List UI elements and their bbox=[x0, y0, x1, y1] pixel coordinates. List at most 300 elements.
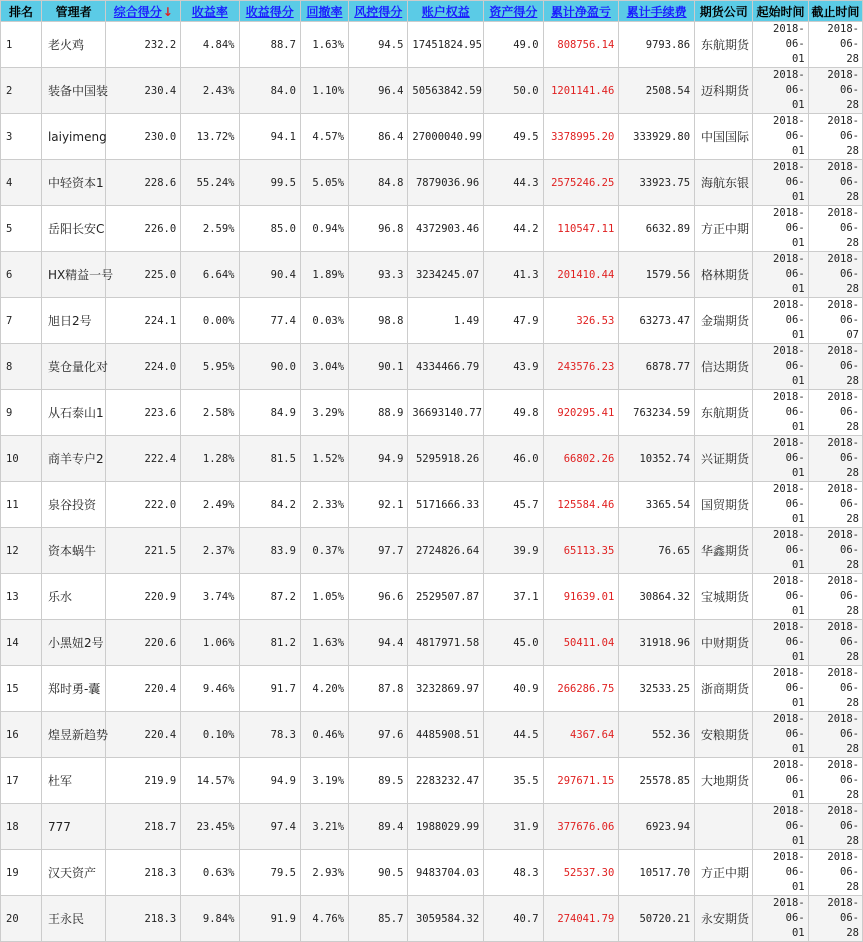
cum-fee-cell: 763234.59 bbox=[619, 390, 694, 435]
cum-fee-cell: 6878.77 bbox=[619, 344, 694, 389]
start-date-cell-line1: 2018-06- bbox=[773, 437, 805, 464]
total-score-cell: 218.7 bbox=[106, 804, 180, 849]
manager-cell[interactable]: 煌昱新趋势 bbox=[42, 712, 105, 757]
total-score-cell: 224.1 bbox=[106, 298, 180, 343]
manager-cell[interactable]: 乐水 bbox=[42, 574, 105, 619]
drawdown-cell: 1.63% bbox=[301, 620, 348, 665]
rank-cell: 2 bbox=[1, 68, 41, 113]
return-rate-cell: 1.28% bbox=[181, 436, 238, 481]
manager-cell[interactable]: 旭日2号 bbox=[42, 298, 105, 343]
drawdown-cell: 4.20% bbox=[301, 666, 348, 711]
end-date-cell-line2: 07 bbox=[846, 329, 859, 341]
risk-score-cell: 93.3 bbox=[349, 252, 407, 297]
header-start: 起始时间 bbox=[753, 1, 807, 21]
total-score-cell: 225.0 bbox=[106, 252, 180, 297]
cum-fee-cell: 3365.54 bbox=[619, 482, 694, 527]
total-score-cell: 230.0 bbox=[106, 114, 180, 159]
cum-profit-cell: 3378995.20 bbox=[544, 114, 619, 159]
cum-fee-cell: 6923.94 bbox=[619, 804, 694, 849]
equity-cell: 9483704.03 bbox=[408, 850, 483, 895]
end-date-cell-line1: 2018-06- bbox=[827, 667, 859, 694]
end-date-cell bbox=[809, 620, 862, 665]
risk-score-cell: 86.4 bbox=[349, 114, 407, 159]
rank-cell: 3 bbox=[1, 114, 41, 159]
asset-score-cell: 40.7 bbox=[484, 896, 542, 941]
rank-cell: 15 bbox=[1, 666, 41, 711]
table-row bbox=[1, 344, 862, 389]
company-cell: 方正中期 bbox=[695, 850, 752, 895]
return-score-cell: 81.5 bbox=[240, 436, 300, 481]
cum-profit-cell: 66802.26 bbox=[544, 436, 619, 481]
cum-fee-cell: 25578.85 bbox=[619, 758, 694, 803]
ranking-rows bbox=[1, 22, 862, 941]
manager-cell[interactable]: 杜军 bbox=[42, 758, 105, 803]
risk-score-cell: 94.4 bbox=[349, 620, 407, 665]
start-date-cell-line1: 2018-06- bbox=[773, 115, 805, 142]
manager-cell[interactable]: 莫仓量化对 bbox=[42, 344, 105, 389]
return-score-cell: 87.2 bbox=[240, 574, 300, 619]
sort-drawdown[interactable]: 回撤率 bbox=[301, 1, 348, 21]
drawdown-cell: 3.29% bbox=[301, 390, 348, 435]
sort-risk-score[interactable]: 风控得分 bbox=[349, 1, 407, 21]
asset-score-cell: 44.5 bbox=[484, 712, 542, 757]
cum-profit-cell: 91639.01 bbox=[544, 574, 619, 619]
end-date-cell-line2: 28 bbox=[846, 99, 859, 111]
manager-cell[interactable]: 郑时勇-囊 bbox=[42, 666, 105, 711]
company-cell: 中国国际 bbox=[695, 114, 752, 159]
total-score-cell: 218.3 bbox=[106, 850, 180, 895]
total-score-cell: 222.4 bbox=[106, 436, 180, 481]
risk-score-cell: 85.7 bbox=[349, 896, 407, 941]
sort-desc-arrow-icon: ↓ bbox=[162, 4, 173, 19]
cum-fee-cell: 1579.56 bbox=[619, 252, 694, 297]
drawdown-cell: 0.46% bbox=[301, 712, 348, 757]
total-score-cell: 220.4 bbox=[106, 712, 180, 757]
cum-fee-cell: 32533.25 bbox=[619, 666, 694, 711]
start-date-cell-line1: 2018-06- bbox=[773, 483, 805, 510]
risk-score-cell: 87.8 bbox=[349, 666, 407, 711]
sort-return-rate[interactable]: 收益率 bbox=[181, 1, 238, 21]
rank-cell: 5 bbox=[1, 206, 41, 251]
equity-cell: 17451824.95 bbox=[408, 22, 483, 67]
equity-cell: 3059584.32 bbox=[408, 896, 483, 941]
equity-cell: 4485908.51 bbox=[408, 712, 483, 757]
end-date-cell-line1: 2018-06- bbox=[827, 23, 859, 50]
return-score-cell: 90.0 bbox=[240, 344, 300, 389]
cum-fee-cell: 63273.47 bbox=[619, 298, 694, 343]
start-date-cell-line2: 01 bbox=[791, 789, 805, 801]
end-date-cell-line2: 28 bbox=[846, 237, 859, 249]
company-cell: 迈科期货 bbox=[695, 68, 752, 113]
manager-cell[interactable]: 从石泰山1 bbox=[42, 390, 105, 435]
drawdown-cell: 4.76% bbox=[301, 896, 348, 941]
header-manager: 管理者 bbox=[42, 1, 105, 21]
rank-cell: 17 bbox=[1, 758, 41, 803]
cum-profit-cell: 808756.14 bbox=[544, 22, 619, 67]
risk-score-cell: 90.5 bbox=[349, 850, 407, 895]
end-date-cell-line2: 28 bbox=[846, 145, 859, 157]
return-score-cell: 79.5 bbox=[240, 850, 300, 895]
drawdown-cell: 3.19% bbox=[301, 758, 348, 803]
drawdown-cell: 3.21% bbox=[301, 804, 348, 849]
drawdown-cell: 1.89% bbox=[301, 252, 348, 297]
equity-cell: 4372903.46 bbox=[408, 206, 483, 251]
end-date-cell-line1: 2018-06- bbox=[827, 69, 859, 96]
end-date-cell bbox=[809, 712, 862, 757]
equity-cell: 1.49 bbox=[408, 298, 483, 343]
cum-fee-cell: 9793.86 bbox=[619, 22, 694, 67]
return-score-cell: 83.9 bbox=[240, 528, 300, 573]
table-row bbox=[1, 482, 862, 527]
start-date-cell bbox=[753, 252, 807, 297]
end-date-cell bbox=[809, 114, 862, 159]
table-row bbox=[1, 804, 862, 849]
start-date-cell-line2: 01 bbox=[791, 927, 805, 939]
cum-profit-cell: 243576.23 bbox=[544, 344, 619, 389]
equity-cell: 3234245.07 bbox=[408, 252, 483, 297]
end-date-cell bbox=[809, 758, 862, 803]
return-score-cell: 97.4 bbox=[240, 804, 300, 849]
drawdown-cell: 0.03% bbox=[301, 298, 348, 343]
total-score-cell: 220.6 bbox=[106, 620, 180, 665]
return-rate-cell: 23.45% bbox=[181, 804, 238, 849]
drawdown-cell: 1.10% bbox=[301, 68, 348, 113]
end-date-cell-line2: 28 bbox=[846, 789, 859, 801]
sort-equity[interactable]: 账户权益 bbox=[408, 1, 483, 21]
asset-score-cell: 41.3 bbox=[484, 252, 542, 297]
rank-cell: 1 bbox=[1, 22, 41, 67]
start-date-cell bbox=[753, 298, 807, 343]
sort-asset-score[interactable]: 资产得分 bbox=[484, 1, 542, 21]
start-date-cell-line2: 01 bbox=[791, 99, 805, 111]
return-rate-cell: 2.43% bbox=[181, 68, 238, 113]
return-rate-cell: 0.00% bbox=[181, 298, 238, 343]
header-end: 截止时间 bbox=[809, 1, 862, 21]
asset-score-cell: 50.0 bbox=[484, 68, 542, 113]
manager-cell[interactable]: 777 bbox=[42, 804, 105, 849]
return-rate-cell: 9.46% bbox=[181, 666, 238, 711]
rank-cell: 7 bbox=[1, 298, 41, 343]
company-cell: 安粮期货 bbox=[695, 712, 752, 757]
start-date-cell bbox=[753, 114, 807, 159]
end-date-cell-line1: 2018-06- bbox=[827, 115, 859, 142]
table-row bbox=[1, 252, 862, 297]
start-date-cell-line1: 2018-06- bbox=[773, 253, 805, 280]
company-cell: 金瑞期货 bbox=[695, 298, 752, 343]
start-date-cell-line2: 01 bbox=[791, 513, 805, 525]
sort-return-score[interactable]: 收益得分 bbox=[240, 1, 300, 21]
sort-cum-fee[interactable]: 累计手续费 bbox=[619, 1, 694, 21]
risk-score-cell: 98.8 bbox=[349, 298, 407, 343]
manager-cell[interactable]: 装备中国装 bbox=[42, 68, 105, 113]
cum-fee-cell: 30864.32 bbox=[619, 574, 694, 619]
start-date-cell-line2: 01 bbox=[791, 283, 805, 295]
risk-score-cell: 96.4 bbox=[349, 68, 407, 113]
company-cell: 东航期货 bbox=[695, 390, 752, 435]
total-score-cell: 228.6 bbox=[106, 160, 180, 205]
start-date-cell bbox=[753, 206, 807, 251]
end-date-cell bbox=[809, 528, 862, 573]
end-date-cell-line2: 28 bbox=[846, 421, 859, 433]
return-score-cell: 77.4 bbox=[240, 298, 300, 343]
cum-fee-cell: 2508.54 bbox=[619, 68, 694, 113]
end-date-cell-line1: 2018-06- bbox=[827, 437, 859, 464]
manager-cell[interactable]: 岳阳长安C bbox=[42, 206, 105, 251]
return-score-cell: 91.9 bbox=[240, 896, 300, 941]
end-date-cell-line1: 2018-06- bbox=[827, 207, 859, 234]
return-rate-cell: 2.37% bbox=[181, 528, 238, 573]
risk-score-cell: 89.4 bbox=[349, 804, 407, 849]
manager-cell[interactable]: 小黑妞2号 bbox=[42, 620, 105, 665]
asset-score-cell: 47.9 bbox=[484, 298, 542, 343]
cum-profit-cell: 125584.46 bbox=[544, 482, 619, 527]
table-row bbox=[1, 298, 862, 343]
risk-score-cell: 96.6 bbox=[349, 574, 407, 619]
rank-cell: 6 bbox=[1, 252, 41, 297]
cum-fee-cell: 31918.96 bbox=[619, 620, 694, 665]
end-date-cell-line2: 28 bbox=[846, 881, 859, 893]
table-row bbox=[1, 22, 862, 67]
start-date-cell-line2: 01 bbox=[791, 421, 805, 433]
return-rate-cell: 4.84% bbox=[181, 22, 238, 67]
equity-cell: 3232869.97 bbox=[408, 666, 483, 711]
rank-cell: 12 bbox=[1, 528, 41, 573]
start-date-cell-line2: 01 bbox=[791, 467, 805, 479]
rank-cell: 8 bbox=[1, 344, 41, 389]
total-score-cell: 226.0 bbox=[106, 206, 180, 251]
end-date-cell bbox=[809, 896, 862, 941]
asset-score-cell: 31.9 bbox=[484, 804, 542, 849]
sort-cum-profit[interactable]: 累计净盈亏 bbox=[544, 1, 619, 21]
return-rate-cell: 14.57% bbox=[181, 758, 238, 803]
return-score-cell: 81.2 bbox=[240, 620, 300, 665]
return-rate-cell: 6.64% bbox=[181, 252, 238, 297]
header-company: 期货公司 bbox=[695, 1, 752, 21]
return-score-cell: 84.9 bbox=[240, 390, 300, 435]
table-row bbox=[1, 758, 862, 803]
drawdown-cell: 1.52% bbox=[301, 436, 348, 481]
drawdown-cell: 2.33% bbox=[301, 482, 348, 527]
cum-profit-cell: 201410.44 bbox=[544, 252, 619, 297]
company-cell bbox=[695, 804, 752, 849]
start-date-cell-line2: 01 bbox=[791, 881, 805, 893]
table-row bbox=[1, 114, 862, 159]
equity-cell: 36693140.77 bbox=[408, 390, 483, 435]
start-date-cell-line1: 2018-06- bbox=[773, 529, 805, 556]
cum-profit-cell: 920295.41 bbox=[544, 390, 619, 435]
return-rate-cell: 5.95% bbox=[181, 344, 238, 389]
manager-cell[interactable]: 中轻资本1 bbox=[42, 160, 105, 205]
cum-profit-cell: 274041.79 bbox=[544, 896, 619, 941]
table-row bbox=[1, 390, 862, 435]
start-date-cell bbox=[753, 160, 807, 205]
end-date-cell-line1: 2018-06- bbox=[827, 621, 859, 648]
return-rate-cell: 3.74% bbox=[181, 574, 238, 619]
return-score-cell: 90.4 bbox=[240, 252, 300, 297]
end-date-cell-line1: 2018-06- bbox=[827, 253, 859, 280]
company-cell: 东航期货 bbox=[695, 22, 752, 67]
return-score-cell: 84.2 bbox=[240, 482, 300, 527]
end-date-cell-line1: 2018-06- bbox=[827, 299, 859, 326]
cum-fee-cell: 10517.70 bbox=[619, 850, 694, 895]
end-date-cell-line1: 2018-06- bbox=[827, 897, 859, 924]
drawdown-cell: 5.05% bbox=[301, 160, 348, 205]
return-score-cell: 85.0 bbox=[240, 206, 300, 251]
header-rank: 排名 bbox=[1, 1, 41, 21]
manager-cell[interactable]: 王永民 bbox=[42, 896, 105, 941]
equity-cell: 5295918.26 bbox=[408, 436, 483, 481]
manager-cell[interactable]: 资本蜗牛 bbox=[42, 528, 105, 573]
return-score-cell: 94.1 bbox=[240, 114, 300, 159]
start-date-cell bbox=[753, 68, 807, 113]
asset-score-cell: 39.9 bbox=[484, 528, 542, 573]
cum-fee-cell: 6632.89 bbox=[619, 206, 694, 251]
end-date-cell-line1: 2018-06- bbox=[827, 345, 859, 372]
end-date-cell bbox=[809, 390, 862, 435]
asset-score-cell: 35.5 bbox=[484, 758, 542, 803]
end-date-cell-line1: 2018-06- bbox=[827, 805, 859, 832]
table-row bbox=[1, 712, 862, 757]
start-date-cell bbox=[753, 22, 807, 67]
return-score-cell: 78.3 bbox=[240, 712, 300, 757]
equity-cell: 2283232.47 bbox=[408, 758, 483, 803]
start-date-cell-line2: 01 bbox=[791, 145, 805, 157]
return-rate-cell: 2.58% bbox=[181, 390, 238, 435]
start-date-cell bbox=[753, 620, 807, 665]
start-date-cell-line2: 01 bbox=[791, 559, 805, 571]
manager-cell[interactable]: 商羊专户2 bbox=[42, 436, 105, 481]
start-date-cell-line1: 2018-06- bbox=[773, 161, 805, 188]
risk-score-cell: 97.6 bbox=[349, 712, 407, 757]
end-date-cell-line1: 2018-06- bbox=[827, 851, 859, 878]
table-row bbox=[1, 850, 862, 895]
end-date-cell bbox=[809, 436, 862, 481]
cum-profit-cell: 297671.15 bbox=[544, 758, 619, 803]
end-date-cell-line2: 28 bbox=[846, 283, 859, 295]
risk-score-cell: 97.7 bbox=[349, 528, 407, 573]
start-date-cell bbox=[753, 574, 807, 619]
start-date-cell-line1: 2018-06- bbox=[773, 391, 805, 418]
end-date-cell bbox=[809, 804, 862, 849]
cum-profit-cell: 326.53 bbox=[544, 298, 619, 343]
asset-score-cell: 49.5 bbox=[484, 114, 542, 159]
total-score-cell: 222.0 bbox=[106, 482, 180, 527]
cum-profit-cell: 110547.11 bbox=[544, 206, 619, 251]
end-date-cell-line2: 28 bbox=[846, 835, 859, 847]
start-date-cell bbox=[753, 850, 807, 895]
start-date-cell-line2: 01 bbox=[791, 605, 805, 617]
manager-cell[interactable]: HX精益一号 bbox=[42, 252, 105, 297]
start-date-cell-line1: 2018-06- bbox=[773, 621, 805, 648]
end-date-cell bbox=[809, 666, 862, 711]
cum-fee-cell: 10352.74 bbox=[619, 436, 694, 481]
equity-cell: 4334466.79 bbox=[408, 344, 483, 389]
rank-cell: 16 bbox=[1, 712, 41, 757]
asset-score-cell: 49.8 bbox=[484, 390, 542, 435]
asset-score-cell: 37.1 bbox=[484, 574, 542, 619]
cum-profit-cell: 65113.35 bbox=[544, 528, 619, 573]
risk-score-cell: 92.1 bbox=[349, 482, 407, 527]
drawdown-cell: 3.04% bbox=[301, 344, 348, 389]
cum-profit-cell: 377676.06 bbox=[544, 804, 619, 849]
company-cell: 兴证期货 bbox=[695, 436, 752, 481]
company-cell: 海航东银 bbox=[695, 160, 752, 205]
total-score-cell: 218.3 bbox=[106, 896, 180, 941]
risk-score-cell: 94.9 bbox=[349, 436, 407, 481]
risk-score-cell: 94.5 bbox=[349, 22, 407, 67]
start-date-cell bbox=[753, 896, 807, 941]
start-date-cell-line1: 2018-06- bbox=[773, 667, 805, 694]
end-date-cell-line2: 28 bbox=[846, 697, 859, 709]
equity-cell: 4817971.58 bbox=[408, 620, 483, 665]
manager-cell[interactable]: laiyimeng bbox=[42, 114, 105, 159]
equity-cell: 5171666.33 bbox=[408, 482, 483, 527]
company-cell: 华鑫期货 bbox=[695, 528, 752, 573]
asset-score-cell: 48.3 bbox=[484, 850, 542, 895]
asset-score-cell: 45.0 bbox=[484, 620, 542, 665]
start-date-cell-line1: 2018-06- bbox=[773, 575, 805, 602]
manager-cell[interactable]: 泉谷投资 bbox=[42, 482, 105, 527]
return-rate-cell: 13.72% bbox=[181, 114, 238, 159]
cum-profit-cell: 52537.30 bbox=[544, 850, 619, 895]
company-cell: 国贸期货 bbox=[695, 482, 752, 527]
end-date-cell-line2: 28 bbox=[846, 605, 859, 617]
rank-cell: 18 bbox=[1, 804, 41, 849]
manager-cell[interactable]: 汉天资产 bbox=[42, 850, 105, 895]
start-date-cell bbox=[753, 666, 807, 711]
start-date-cell-line2: 01 bbox=[791, 651, 805, 663]
start-date-cell bbox=[753, 712, 807, 757]
company-cell: 格林期货 bbox=[695, 252, 752, 297]
sort-total-score[interactable] bbox=[106, 1, 180, 21]
asset-score-cell: 44.3 bbox=[484, 160, 542, 205]
start-date-cell-line2: 01 bbox=[791, 697, 805, 709]
drawdown-cell: 4.57% bbox=[301, 114, 348, 159]
cum-fee-cell: 76.65 bbox=[619, 528, 694, 573]
return-score-cell: 88.7 bbox=[240, 22, 300, 67]
start-date-cell-line2: 01 bbox=[791, 743, 805, 755]
start-date-cell-line1: 2018-06- bbox=[773, 23, 805, 50]
cum-profit-cell: 1201141.46 bbox=[544, 68, 619, 113]
start-date-cell bbox=[753, 344, 807, 389]
end-date-cell-line2: 28 bbox=[846, 927, 859, 939]
rank-cell: 20 bbox=[1, 896, 41, 941]
drawdown-cell: 0.37% bbox=[301, 528, 348, 573]
rank-cell: 10 bbox=[1, 436, 41, 481]
table-row bbox=[1, 206, 862, 251]
equity-cell: 2529507.87 bbox=[408, 574, 483, 619]
rank-cell: 14 bbox=[1, 620, 41, 665]
cum-profit-cell: 4367.64 bbox=[544, 712, 619, 757]
company-cell: 大地期货 bbox=[695, 758, 752, 803]
cum-fee-cell: 50720.21 bbox=[619, 896, 694, 941]
total-score-cell: 230.4 bbox=[106, 68, 180, 113]
start-date-cell-line1: 2018-06- bbox=[773, 759, 805, 786]
equity-cell: 7879036.96 bbox=[408, 160, 483, 205]
start-date-cell-line1: 2018-06- bbox=[773, 207, 805, 234]
drawdown-cell: 1.05% bbox=[301, 574, 348, 619]
end-date-cell-line2: 28 bbox=[846, 559, 859, 571]
start-date-cell bbox=[753, 804, 807, 849]
start-date-cell-line1: 2018-06- bbox=[773, 805, 805, 832]
end-date-cell-line2: 28 bbox=[846, 375, 859, 387]
drawdown-cell: 2.93% bbox=[301, 850, 348, 895]
start-date-cell bbox=[753, 528, 807, 573]
return-score-cell: 84.0 bbox=[240, 68, 300, 113]
end-date-cell-line2: 28 bbox=[846, 53, 859, 65]
manager-cell[interactable]: 老火鸡 bbox=[42, 22, 105, 67]
risk-score-cell: 84.8 bbox=[349, 160, 407, 205]
